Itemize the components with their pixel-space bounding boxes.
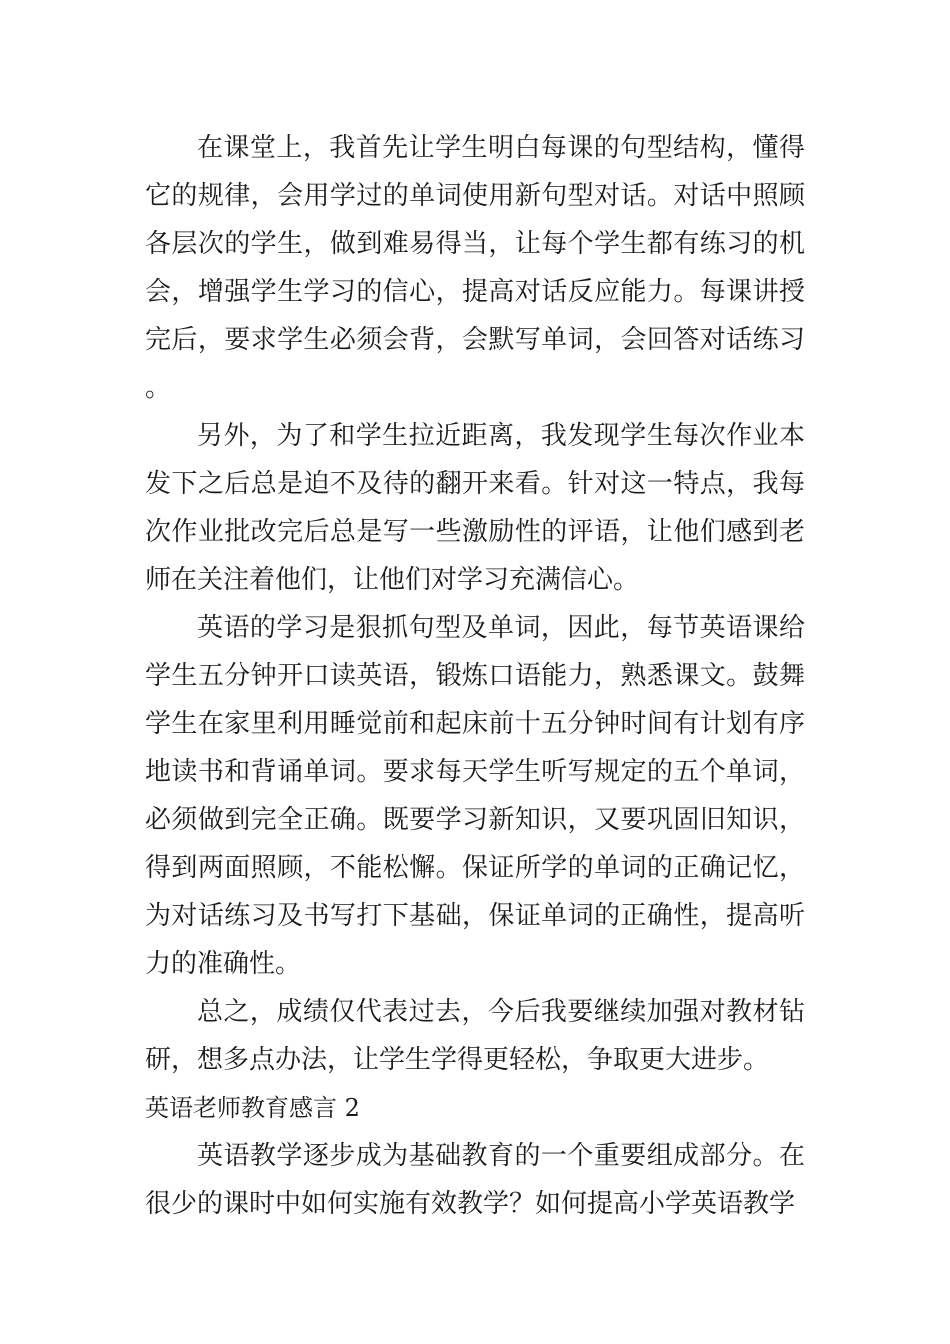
paragraph-homework: 另外，为了和学生拉近距离，我发现学生每次作业本发下之后总是迫不及待的翻开来看。针对这一特点，我每次作业批改完后总是写一些激励性的评语，让他们感到老师在关注着他们，让他们对学习充满信心。 bbox=[145, 421, 805, 595]
section-heading: 英语老师教育感言 2 bbox=[145, 1094, 360, 1122]
paragraph-classroom: 在课堂上，我首先让学生明白每课的句型结构，懂得它的规律，会用学过的单词使用新句型对话。对话中照顾各层次的学生，做到难易得当，让每个学生都有练习的机会，增强学生学习的信心，提高对话反应能力。每课讲授完后，要求学生必须会背，会默写单词，会回答对话练习。 bbox=[145, 133, 805, 403]
paragraph-vocabulary: 英语的学习是狠抓句型及单词，因此，每节英语课给学生五分钟开口读英语，锻炼口语能力，熟悉课文。鼓舞学生在家里利用睡觉前和起床前十五分钟时间有计划有序地读书和背诵单词。要求每天学生听写规定的五个单词，必须做到完全正确。既要学习新知识，又要巩固旧知识，得到两面照顾，不能松懈。保证所学的单词的正确记忆，为对话练习及书写打下基础，保证单词的正确性，提高听力的准确性。 bbox=[145, 613, 805, 979]
paragraph-section-2-intro: 英语教学逐步成为基础教育的一个重要组成部分。在很少的课时中如何实施有效教学？如何提高小学英语教学 bbox=[145, 1141, 805, 1219]
paragraph-summary: 总之，成绩仅代表过去，今后我要继续加强对教材钻研，想多点办法，让学生学得更轻松，争取更大进步。 bbox=[145, 997, 805, 1075]
document-body bbox=[145, 124, 805, 1228]
